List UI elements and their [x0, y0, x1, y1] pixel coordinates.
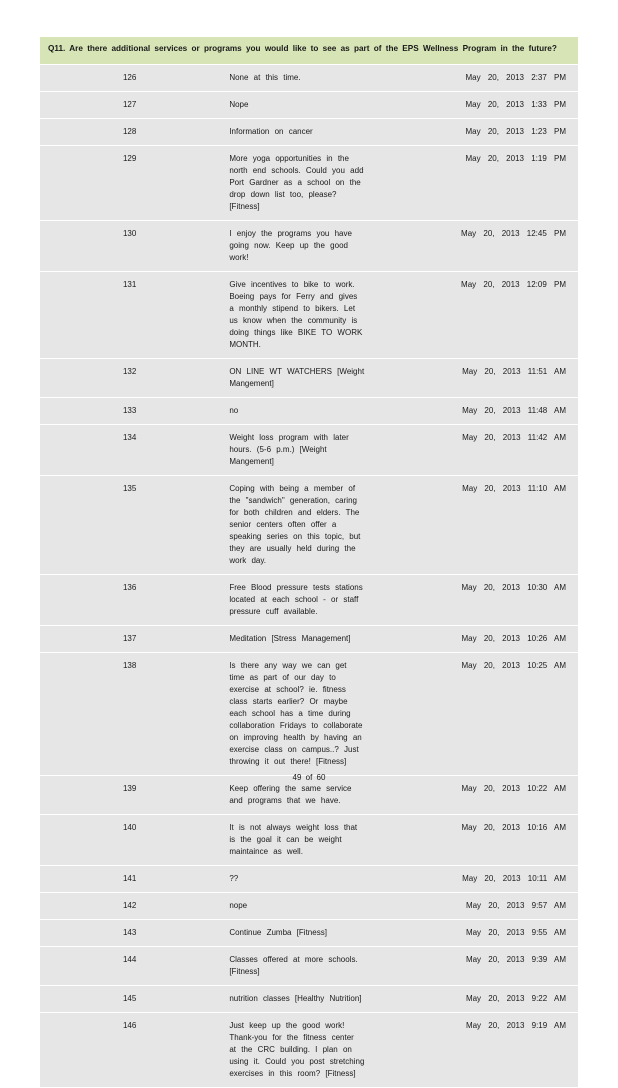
response-number: 131	[40, 272, 219, 359]
response-row	[40, 221, 578, 272]
response-number: 146	[40, 1013, 219, 1088]
response-date: May 20, 2013 11:42 AM	[399, 425, 578, 476]
response-number: 142	[40, 893, 219, 920]
response-date: May 20, 2013 1:33 PM	[399, 92, 578, 119]
response-date: May 20, 2013 9:22 AM	[399, 986, 578, 1013]
response-text: ??	[219, 866, 398, 893]
response-number: 136	[40, 575, 219, 626]
response-text: Give incentives to bike to work. Boeing pays for Ferry and gives a monthly stipend to bikers. Let us know when the community is doing things like BIKE TO WORK MONTH.	[219, 272, 398, 359]
response-number: 137	[40, 626, 219, 653]
response-date: May 20, 2013 11:10 AM	[399, 476, 578, 575]
response-text: nope	[219, 893, 398, 920]
response-number: 139	[40, 776, 219, 815]
response-text: Classes offered at more schools. [Fitness]	[219, 947, 398, 986]
response-row	[40, 359, 578, 398]
response-date: May 20, 2013 10:16 AM	[399, 815, 578, 866]
response-row	[40, 1013, 578, 1088]
question-row	[40, 37, 578, 65]
response-text: ON LINE WT WATCHERS [Weight Mangement]	[219, 359, 398, 398]
response-date: May 20, 2013 9:39 AM	[399, 947, 578, 986]
response-row	[40, 65, 578, 92]
response-text: Free Blood pressure tests stations located at each school - or staff pressure cuff available.	[219, 575, 398, 626]
response-number: 145	[40, 986, 219, 1013]
response-row	[40, 866, 578, 893]
response-text: None at this time.	[219, 65, 398, 92]
survey-table-body	[40, 37, 578, 1088]
response-text: Weight loss program with later hours. (5-6 p.m.) [Weight Mangement]	[219, 425, 398, 476]
response-row	[40, 626, 578, 653]
response-text: nutrition classes [Healthy Nutrition]	[219, 986, 398, 1013]
response-text: Just keep up the good work! Thank-you for the fitness center at the CRC building. I plan on using it. Could you post stretching exercises in this room? [Fitness]	[219, 1013, 398, 1088]
response-number: 135	[40, 476, 219, 575]
response-number: 143	[40, 920, 219, 947]
response-row	[40, 653, 578, 776]
response-date: May 20, 2013 9:55 AM	[399, 920, 578, 947]
response-number: 138	[40, 653, 219, 776]
response-number: 134	[40, 425, 219, 476]
response-number: 132	[40, 359, 219, 398]
response-row	[40, 920, 578, 947]
response-date: May 20, 2013 2:37 PM	[399, 65, 578, 92]
page-number: 49 of 60	[292, 773, 326, 782]
response-date: May 20, 2013 10:26 AM	[399, 626, 578, 653]
response-row	[40, 119, 578, 146]
response-row	[40, 398, 578, 425]
response-date: May 20, 2013 1:19 PM	[399, 146, 578, 221]
response-number: 140	[40, 815, 219, 866]
response-row	[40, 947, 578, 986]
response-row	[40, 815, 578, 866]
response-number: 126	[40, 65, 219, 92]
response-text: More yoga opportunities in the north end schools. Could you add Port Gardner as a school on the drop down list too, please? [Fitness]	[219, 146, 398, 221]
response-number: 127	[40, 92, 219, 119]
response-text: I enjoy the programs you have going now. Keep up the good work!	[219, 221, 398, 272]
response-text: no	[219, 398, 398, 425]
response-date: May 20, 2013 10:22 AM	[399, 776, 578, 815]
question-text: Q11. Are there additional services or programs you would like to see as part of the EPS Wellness Program in the future?	[40, 37, 578, 65]
response-date: May 20, 2013 10:25 AM	[399, 653, 578, 776]
response-row	[40, 425, 578, 476]
response-date: May 20, 2013 9:19 AM	[399, 1013, 578, 1088]
response-number: 128	[40, 119, 219, 146]
response-date: May 20, 2013 12:45 PM	[399, 221, 578, 272]
response-row	[40, 575, 578, 626]
survey-table	[40, 37, 578, 1088]
response-row	[40, 986, 578, 1013]
response-row	[40, 272, 578, 359]
response-date: May 20, 2013 1:23 PM	[399, 119, 578, 146]
response-row	[40, 92, 578, 119]
response-text: Is there any way we can get time as part of our day to exercise at school? ie. fitness class starts earlier? Or maybe each school has a time during collaboration Fridays to collaborate on improving health by having an exercise class on campus..? Just throwing it out there! [Fitness]	[219, 653, 398, 776]
response-date: May 20, 2013 12:09 PM	[399, 272, 578, 359]
response-number: 130	[40, 221, 219, 272]
response-text: Nope	[219, 92, 398, 119]
response-date: May 20, 2013 10:11 AM	[399, 866, 578, 893]
response-text: Continue Zumba [Fitness]	[219, 920, 398, 947]
response-text: Meditation [Stress Management]	[219, 626, 398, 653]
response-text: It is not always weight loss that is the goal it can be weight maintaince as well.	[219, 815, 398, 866]
response-text: Keep offering the same service and programs that we have.	[219, 776, 398, 815]
response-row	[40, 146, 578, 221]
response-date: May 20, 2013 9:57 AM	[399, 893, 578, 920]
response-row	[40, 893, 578, 920]
response-text: Coping with being a member of the "sandwich" generation, caring for both children and elders. The senior centers often offer a speaking series on this topic, but they are usually held during the work day.	[219, 476, 398, 575]
response-row	[40, 476, 578, 575]
response-date: May 20, 2013 11:51 AM	[399, 359, 578, 398]
response-date: May 20, 2013 11:48 AM	[399, 398, 578, 425]
response-number: 133	[40, 398, 219, 425]
response-number: 141	[40, 866, 219, 893]
response-date: May 20, 2013 10:30 AM	[399, 575, 578, 626]
response-number: 129	[40, 146, 219, 221]
response-number: 144	[40, 947, 219, 986]
response-text: Information on cancer	[219, 119, 398, 146]
